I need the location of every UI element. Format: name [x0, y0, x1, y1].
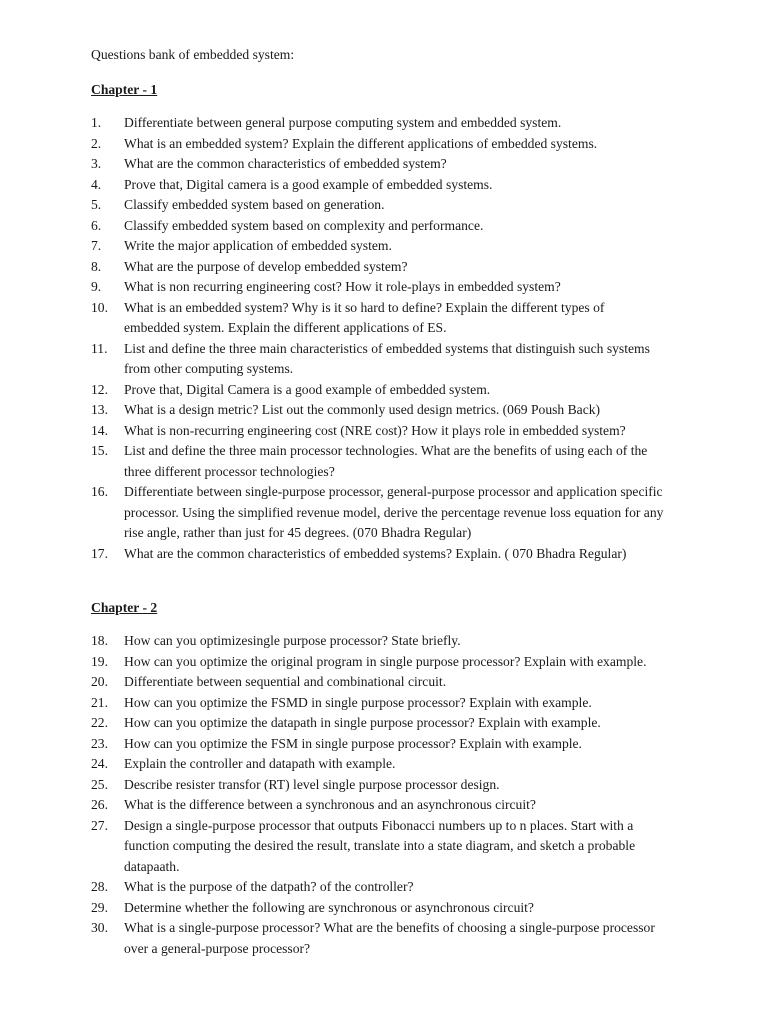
question-item [91, 400, 731, 421]
question-number: 29. [91, 899, 108, 915]
question-number: 17. [91, 545, 108, 561]
question-number: 19. [91, 653, 108, 669]
question-number: 23. [91, 735, 108, 751]
question-number: 14. [91, 422, 108, 438]
question-item [91, 113, 731, 134]
question-item [91, 277, 731, 298]
question-number: 26. [91, 797, 108, 812]
question-item [91, 482, 731, 544]
question-item [91, 754, 731, 775]
question-item [91, 775, 731, 796]
question-item [91, 380, 731, 401]
question-number: 25. [91, 776, 108, 792]
question-text-line: Determine whether the following are synchronous or asynchronous circuit? [124, 899, 534, 915]
question-number: 8. [91, 258, 102, 274]
question-item [91, 216, 731, 237]
question-number: 6. [91, 217, 102, 233]
question-number: 16. [91, 484, 108, 499]
chapter-2-heading: Chapter - 2 [91, 600, 158, 615]
question-item [91, 421, 731, 442]
question-number: 3. [91, 156, 102, 171]
question-number: 9. [91, 279, 102, 294]
question-text-line: How can you optimize the datapath in single purpose processor? Explain with example. [124, 715, 601, 730]
chapter-1-heading: Chapter - 1 [91, 82, 158, 97]
question-text-line: What is non-recurring engineering cost (NRE cost)? How it plays role in embedded system? [124, 422, 626, 438]
question-number: 11. [91, 340, 108, 356]
question-number: 10. [91, 299, 108, 315]
question-text-line: datapaath. [124, 858, 180, 874]
question-text-line: Differentiate between sequential and combinational circuit. [124, 674, 447, 689]
question-number: 4. [91, 176, 102, 192]
question-text-line: How can you optimize the FSM in single purpose processor? Explain with example. [124, 735, 582, 751]
question-text-line: Write the major application of embedded system. [124, 238, 392, 253]
question-item [91, 236, 731, 257]
question-text-line: Design a single-purpose processor that outputs Fibonacci numbers up to n places. Start with a [124, 817, 634, 833]
question-number: 22. [91, 715, 108, 730]
question-number: 27. [91, 817, 108, 833]
question-item [91, 134, 731, 155]
document-title: Questions bank of embedded system: [91, 47, 295, 62]
question-text-line: processor. Using the simplified revenue model, derive the percentage revenue loss equation for any [124, 504, 664, 520]
question-text-line: What is a single-purpose processor? What are the benefits of choosing a single-purpose processor [124, 920, 655, 935]
question-item [91, 631, 731, 652]
question-text-line: Classify embedded system based on complexity and performance. [124, 217, 484, 233]
question-text-line: What is the purpose of the datpath? of the controller? [124, 879, 414, 894]
question-text-line: three different processor technologies? [124, 463, 335, 479]
question-item [91, 734, 731, 755]
question-text-line: What are the purpose of develop embedded system? [124, 258, 408, 274]
question-item [91, 795, 731, 816]
question-item [91, 713, 731, 734]
question-text-line: embedded system. Explain the different applications of ES. [124, 320, 447, 335]
question-text-line: What are the common characteristics of embedded systems? Explain. ( 070 Bhadra Regular) [124, 545, 627, 561]
question-item [91, 693, 731, 714]
question-item [91, 195, 731, 216]
question-text-line: What is non recurring engineering cost? How it role-plays in embedded system? [124, 279, 561, 294]
question-text-line: What is a design metric? List out the commonly used design metrics. (069 Poush Back) [124, 402, 601, 417]
question-number: 24. [91, 756, 108, 771]
question-item [91, 544, 731, 565]
question-item [91, 154, 731, 175]
question-text-line: How can you optimize the FSMD in single purpose processor? Explain with example. [124, 694, 592, 710]
question-number: 15. [91, 443, 108, 458]
question-text-line: What are the common characteristics of embedded system? [124, 156, 447, 171]
question-text-line: over a general-purpose processor? [124, 940, 311, 956]
question-item [91, 918, 731, 959]
chapter-1-question-list [91, 113, 731, 564]
question-text-line: What is the difference between a synchronous and an asynchronous circuit? [124, 797, 536, 812]
question-number: 28. [91, 879, 108, 894]
question-text-line: How can you optimize the original program in single purpose processor? Explain with example. [124, 653, 647, 669]
question-number: 13. [91, 402, 108, 417]
question-item [91, 816, 731, 878]
question-number: 5. [91, 197, 102, 212]
question-item [91, 441, 731, 482]
question-text-line: Prove that, Digital camera is a good example of embedded systems. [124, 176, 493, 192]
question-number: 7. [91, 238, 102, 253]
question-text-line: Differentiate between single-purpose processor, general-purpose processor and application specific [124, 484, 663, 499]
question-text-line: What is an embedded system? Why is it so hard to define? Explain the different types of [124, 299, 605, 315]
question-item [91, 652, 731, 673]
question-number: 1. [91, 115, 102, 130]
question-item [91, 298, 731, 339]
question-text-line: Differentiate between general purpose computing system and embedded system. [124, 115, 562, 130]
question-text-line: List and define the three main characteristics of embedded systems that distinguish such systems [124, 340, 650, 356]
question-number: 21. [91, 694, 108, 710]
question-text-line: Classify embedded system based on generation. [124, 197, 385, 212]
question-item [91, 877, 731, 898]
question-number: 30. [91, 920, 108, 935]
question-text-line: rise angle, rather than just for 45 degrees. (070 Bhadra Regular) [124, 525, 472, 540]
question-text-line: Prove that, Digital Camera is a good example of embedded system. [124, 381, 491, 397]
question-text-line: Explain the controller and datapath with example. [124, 756, 396, 771]
question-text-line: function computing the desired the result, translate into a state diagram, and sketch a probable [124, 838, 636, 853]
question-number: 12. [91, 381, 108, 397]
question-number: 2. [91, 135, 102, 151]
question-text-line: How can you optimizesingle purpose processor? State briefly. [124, 633, 461, 648]
question-item [91, 339, 731, 380]
question-item [91, 175, 731, 196]
chapter-2-question-list [91, 631, 731, 959]
question-text-line: What is an embedded system? Explain the different applications of embedded systems. [124, 135, 598, 151]
question-text-line: Describe resister transfor (RT) level single purpose processor design. [124, 776, 500, 792]
question-text-line: from other computing systems. [124, 361, 294, 376]
question-item [91, 672, 731, 693]
question-item [91, 257, 731, 278]
question-number: 18. [91, 633, 108, 648]
question-number: 20. [91, 674, 108, 689]
question-text-line: List and define the three main processor technologies. What are the benefits of using each of the [124, 443, 648, 458]
question-item [91, 898, 731, 919]
